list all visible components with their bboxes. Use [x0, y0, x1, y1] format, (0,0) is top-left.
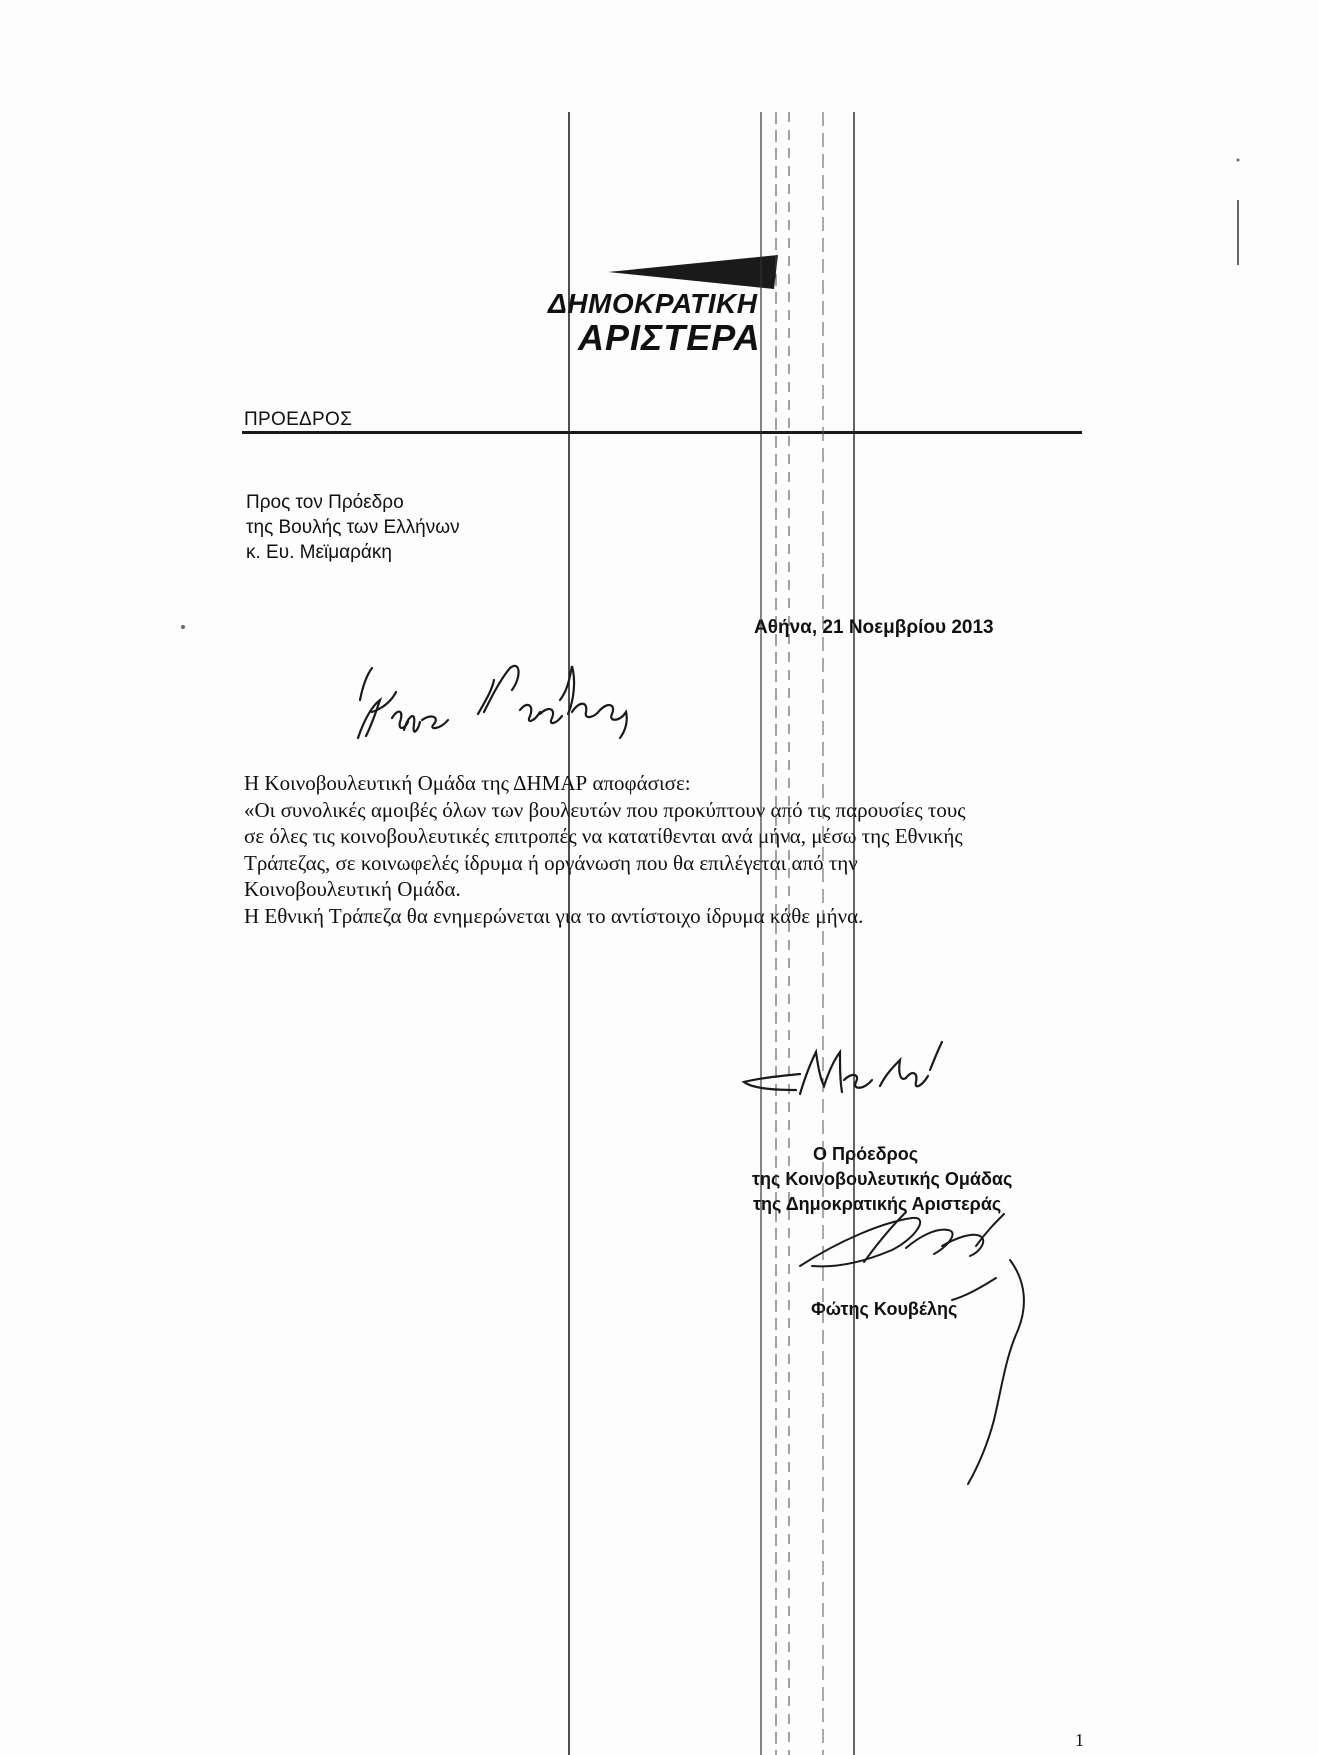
- body-closing-line: Η Εθνική Τράπεζα θα ενημερώνεται για το αντίστοιχο ίδρυμα κάθε μήνα.: [244, 903, 864, 928]
- signer-name: Φώτης Κουβέλης: [811, 1299, 958, 1319]
- body-quote-line: Τράπεζας, σε κοινωφελές ίδρυμα ή οργάνωση που θα επιλέγεται από την: [244, 850, 858, 875]
- letter-date: Αθήνα, 21 Νοεμβρίου 2013: [754, 617, 994, 638]
- handwritten-signature: [800, 1212, 1024, 1484]
- addressee-block: [246, 490, 460, 565]
- addressee-line: της Βουλής των Ελλήνων: [246, 517, 460, 538]
- signature-title: της Δημοκρατικής Αριστεράς: [753, 1194, 1002, 1214]
- body-quote-line: Κοινοβουλευτική Ομάδα.: [244, 877, 461, 901]
- logo-wedge-icon: [608, 255, 778, 289]
- signature-title: Ο Πρόεδρος: [813, 1144, 919, 1164]
- letterhead-rule: [242, 431, 1082, 434]
- body-quote-line: σε όλες τις κοινοβουλευτικές επιτροπές να κατατίθενται ανά μήνα, μέσω της Εθνικής: [244, 824, 963, 848]
- addressee-line: κ. Ευ. Μεϊμαράκη: [246, 542, 392, 563]
- letterhead-role: ΠΡΟΕΔΡΟΣ: [244, 409, 353, 430]
- scan-dot: [181, 625, 185, 629]
- body-quote-line: «Οι συνολικές αμοιβές όλων των βουλευτών που προκύπτουν από τις παρουσίες τους: [244, 797, 966, 822]
- addressee-line: Προς τον Πρόεδρο: [246, 492, 404, 513]
- signature-title: της Κοινοβουλευτικής Ομάδας: [752, 1169, 1013, 1189]
- body-intro: Η Κοινοβουλευτική Ομάδα της ΔΗΜΑΡ αποφάσισε:: [244, 771, 691, 795]
- logo-text-line1: ΔΗΜΟΚΡΑΤΙΚΗ: [548, 288, 758, 319]
- logo-text-line2: ΑΡΙΣΤΕΡΑ: [578, 317, 761, 358]
- page-number: 1: [1075, 1730, 1084, 1750]
- party-logo: [548, 255, 778, 358]
- letter-body: [244, 770, 1080, 929]
- scan-dot: [1237, 159, 1240, 162]
- handwritten-closing: [744, 1042, 942, 1094]
- handwritten-salutation: [358, 666, 627, 738]
